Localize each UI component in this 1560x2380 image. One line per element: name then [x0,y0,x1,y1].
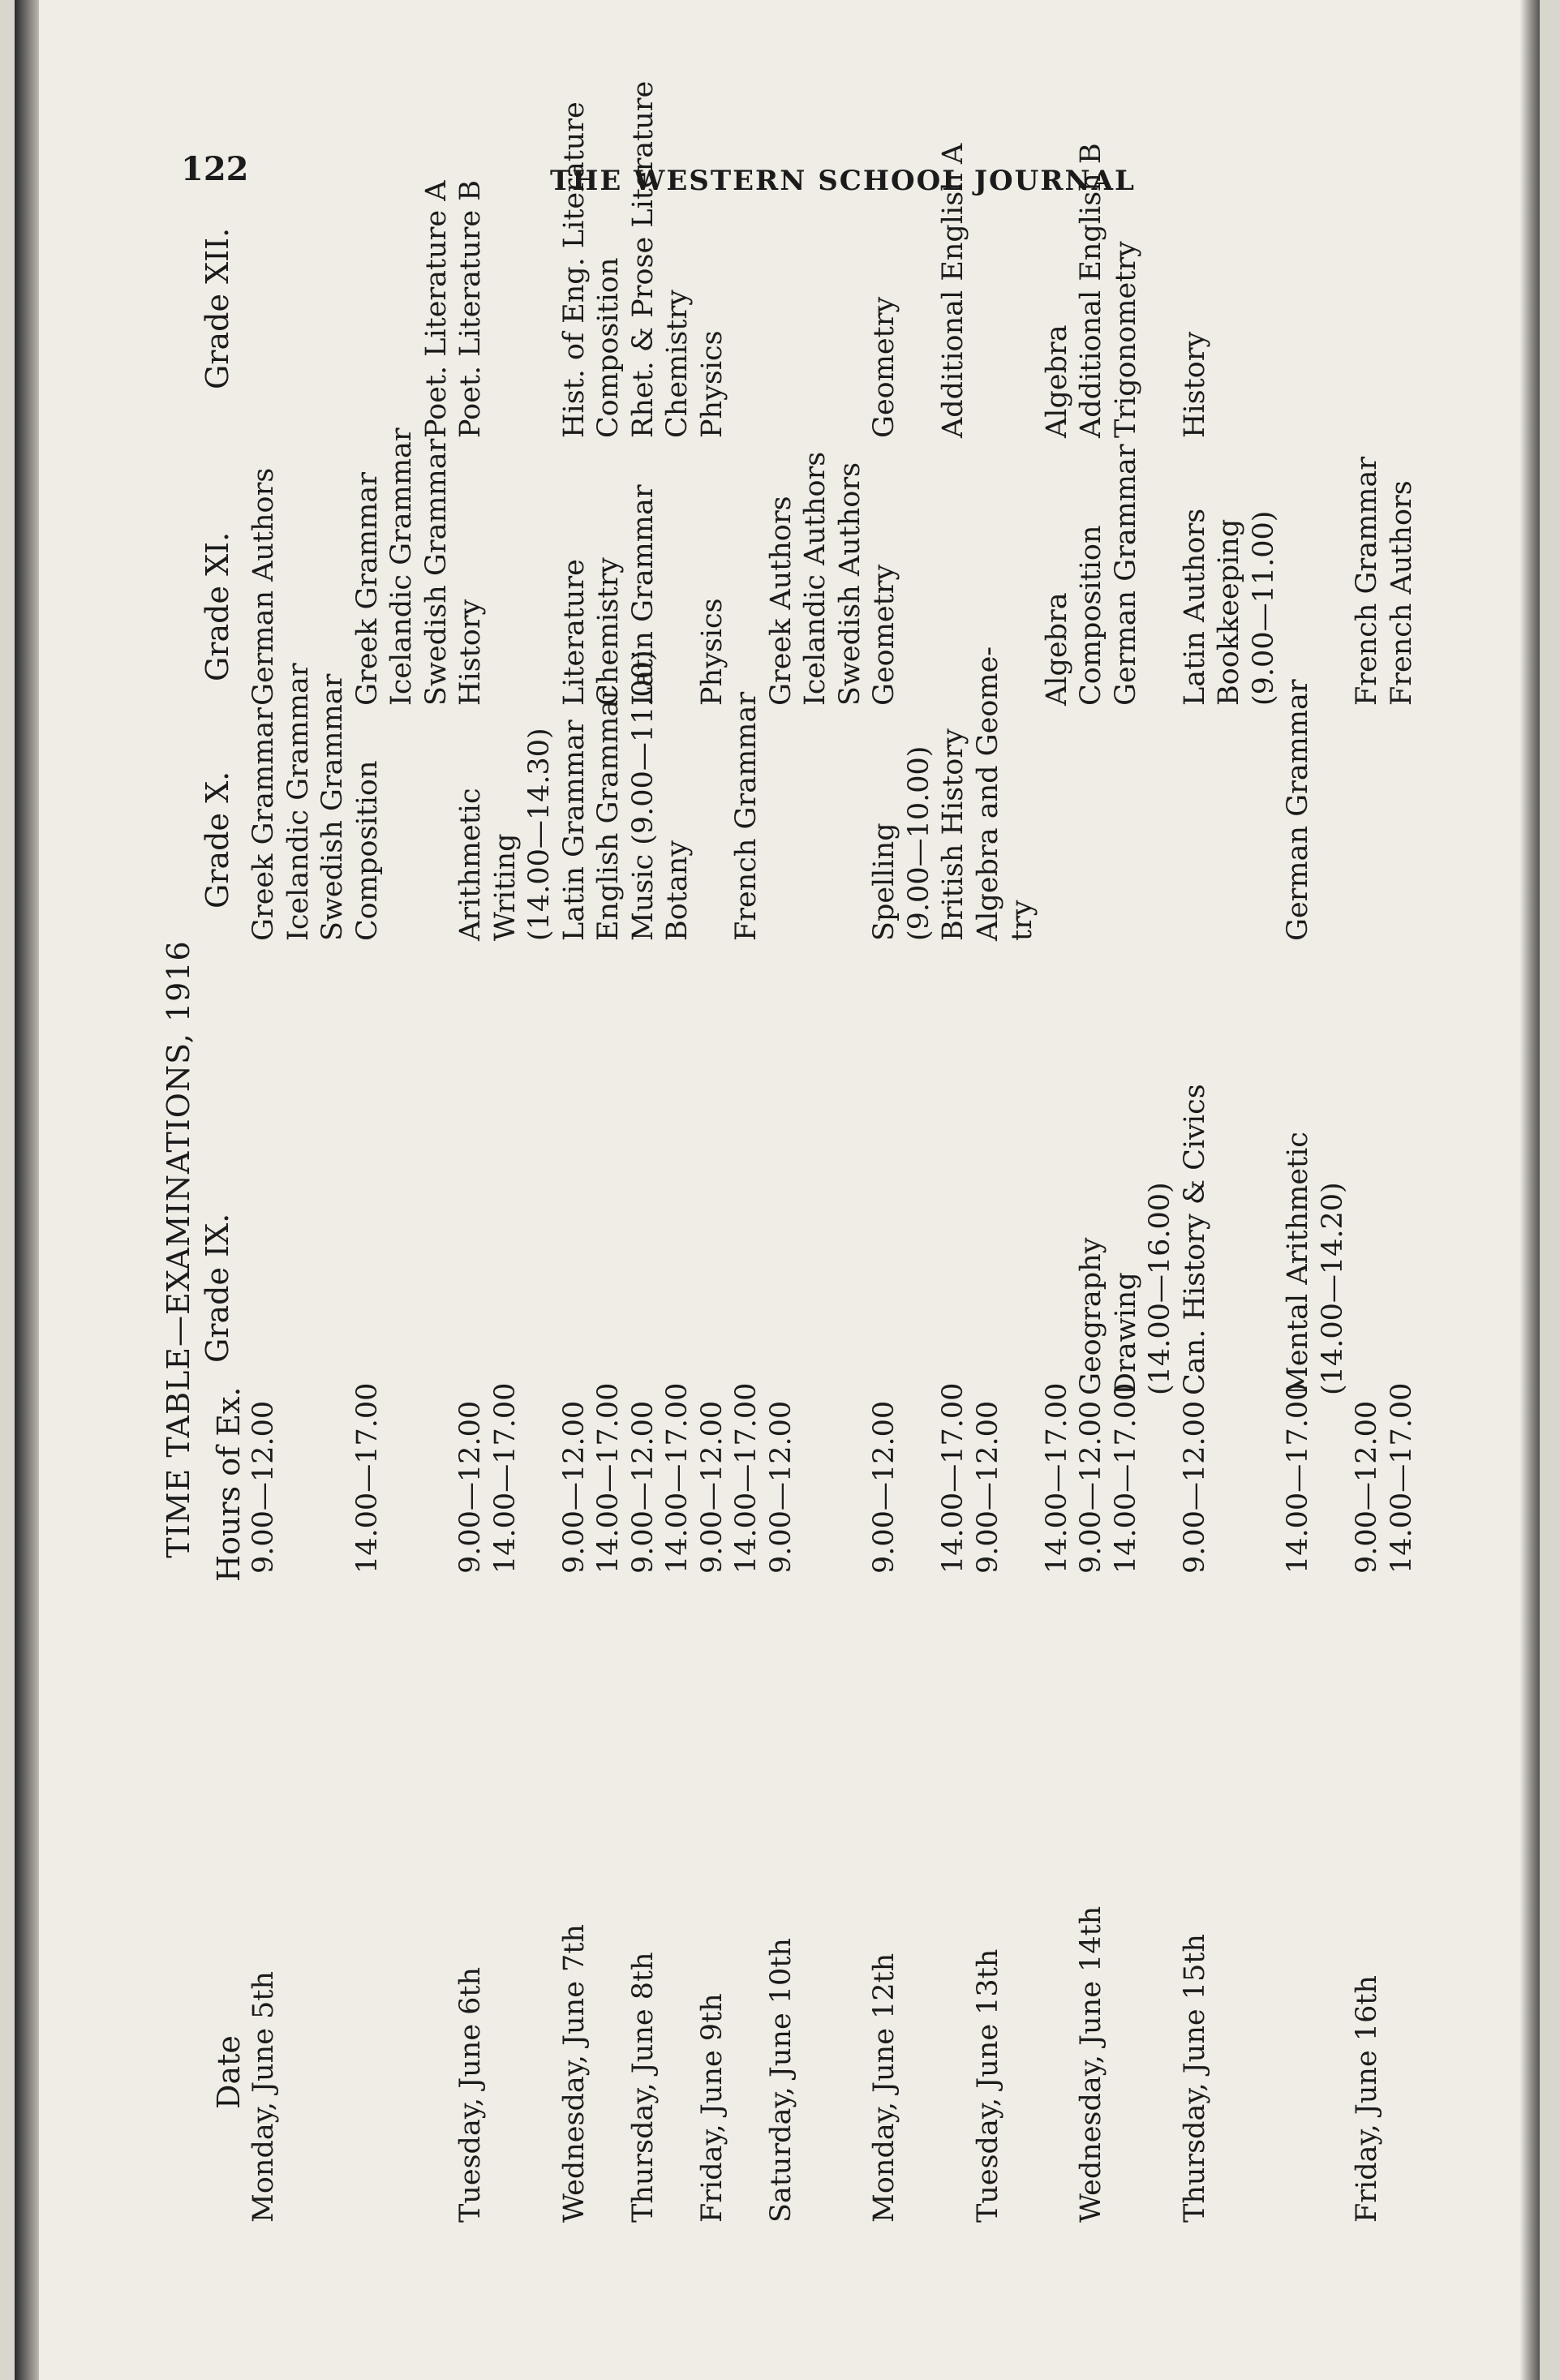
cell-hours: 9.00—12.00 [454,1400,487,1574]
cell-hours: 9.00—12.00 [1178,1400,1211,1574]
cell-g10: Latin Grammar [557,720,591,941]
cell-g10: Botany [661,840,694,941]
running-head: THE WESTERN SCHOOL JOURNAL [550,165,1136,197]
table-title: TIME TABLE—EXAMINATIONS, 1916 [161,940,196,1558]
cell-hours: 14.00—17.00 [1385,1382,1418,1574]
cell-g11: (9.00—11.00) [1247,510,1280,706]
cell-date: Friday, June 16th [1351,1975,1383,2223]
cell-hours: 14.00—17.00 [488,1382,522,1574]
cell-hours: 14.00—17.00 [730,1382,763,1574]
cell-g11: French Authors [1385,480,1418,706]
page-edge-shadow-right [1520,0,1540,2380]
cell-g12: Geometry [868,296,900,438]
cell-g12: History [1178,331,1211,438]
cell-date: Tuesday, June 6th [454,1966,487,2223]
cell-date: Monday, June 12th [868,1953,900,2223]
cell-date: Wednesday, June 14th [1075,1905,1107,2223]
cell-g11: Latin Authors [1178,508,1211,706]
cell-g12: Physics [695,330,728,438]
cell-g11: French Grammar [1351,456,1383,706]
cell-g11: Literature [557,559,591,706]
cell-g10: Swedish Grammar [316,673,349,941]
cell-hours: 14.00—17.00 [350,1382,384,1574]
cell-g12: Chemistry [661,290,694,438]
cell-g10: British History [937,728,969,941]
cell-hours: 9.00—12.00 [626,1400,660,1574]
cell-g10: Algebra and Geome- [971,646,1004,941]
cell-g11: Swedish Authors [833,462,866,706]
cell-g11: Physics [695,598,728,706]
cell-g10: Writing [488,833,522,941]
cell-g9: Mental Arithmetic [1282,1132,1314,1395]
cell-g11: German Grammar [1109,444,1142,706]
cell-g11: Chemistry [592,557,625,706]
cell-g10: Composition [350,760,384,941]
cell-g11: Geometry [868,564,900,706]
cell-g12: Composition [592,257,625,438]
cell-date: Saturday, June 10th [764,1938,797,2223]
cell-g12: Rhet. & Prose Literature [626,80,660,438]
cell-g11: Greek Grammar [350,472,384,706]
cell-hours: 9.00—12.00 [971,1400,1004,1574]
cell-hours: 14.00—17.00 [937,1382,969,1574]
cell-g10: Arithmetic [454,788,487,941]
cell-g11: Icelandic Grammar [385,427,418,706]
cell-g10: Icelandic Grammar [281,663,315,941]
cell-g9: (14.00—14.20) [1316,1182,1349,1395]
header-grade-12: Grade XII. [200,227,235,389]
cell-hours: 14.00—17.00 [592,1382,625,1574]
cell-g10: English Grammar [592,685,625,941]
cell-g10: Greek Grammar [247,707,280,941]
cell-g11: Latin Grammar [626,484,660,706]
cell-g12: Hist. of Eng. Literature [557,101,591,438]
cell-date: Thursday, June 15th [1178,1934,1211,2223]
cell-g11: Icelandic Authors [799,451,832,706]
cell-date: Tuesday, June 13th [971,1948,1004,2223]
cell-g12: Additional English B [1075,143,1107,438]
cell-hours: 14.00—17.00 [1109,1382,1142,1574]
cell-g11: Greek Authors [764,496,797,706]
cell-g9: Geography [1075,1237,1107,1395]
cell-hours: 9.00—12.00 [695,1400,728,1574]
cell-g10: French Grammar [730,691,763,941]
cell-hours: 14.00—17.00 [1040,1382,1073,1574]
cell-g12: Algebra [1040,324,1073,438]
cell-date: Thursday, June 8th [626,1952,660,2223]
cell-g10: (9.00—10.00) [902,745,935,941]
cell-g11: History [454,599,487,706]
header-grade-11: Grade XI. [200,531,235,681]
cell-g12: Trigonometry [1109,241,1142,438]
cell-hours: 9.00—12.00 [247,1400,280,1574]
cell-hours: 9.00—12.00 [764,1400,797,1574]
cell-hours: 9.00—12.00 [868,1400,900,1574]
cell-g10: German Grammar [1282,679,1314,941]
page-edge-shadow-left [15,0,39,2380]
cell-hours: 14.00—17.00 [1282,1382,1314,1574]
cell-g11: Composition [1075,525,1107,706]
cell-g12: Poet. Literature B [454,180,487,438]
cell-hours: 9.00—12.00 [1075,1400,1107,1574]
cell-g11: Swedish Grammar [419,438,453,706]
header-hours: Hours of Ex. [211,1386,247,1582]
cell-g10: (14.00—14.30) [523,728,556,941]
cell-hours: 14.00—17.00 [661,1382,694,1574]
header-grade-9: Grade IX. [200,1213,235,1363]
page-number: 122 [181,150,249,188]
cell-date: Monday, June 5th [247,1971,280,2223]
header-date: Date [211,2035,247,2109]
header-grade-10: Grade X. [200,771,235,909]
cell-g11: German Authors [247,467,280,706]
cell-hours: 9.00—12.00 [1351,1400,1383,1574]
cell-g10: Music (9.00—11.00) [626,650,660,941]
cell-g11: Algebra [1040,592,1073,706]
cell-g12: Poet. Literature A [419,180,453,438]
cell-hours: 9.00—12.00 [557,1400,591,1574]
cell-g12: Additional English A [937,143,969,438]
cell-g9: (14.00—16.00) [1144,1182,1176,1395]
cell-date: Wednesday, June 7th [557,1924,591,2223]
cell-g9: Can. History & Civics [1178,1084,1211,1395]
cell-g10: Spelling [868,823,900,941]
cell-g10: try [1006,900,1038,941]
cell-g11: Bookkeeping [1213,518,1245,706]
cell-date: Friday, June 9th [695,1993,728,2223]
cell-g9: Drawing [1109,1272,1142,1395]
scanned-page [15,0,1540,2380]
